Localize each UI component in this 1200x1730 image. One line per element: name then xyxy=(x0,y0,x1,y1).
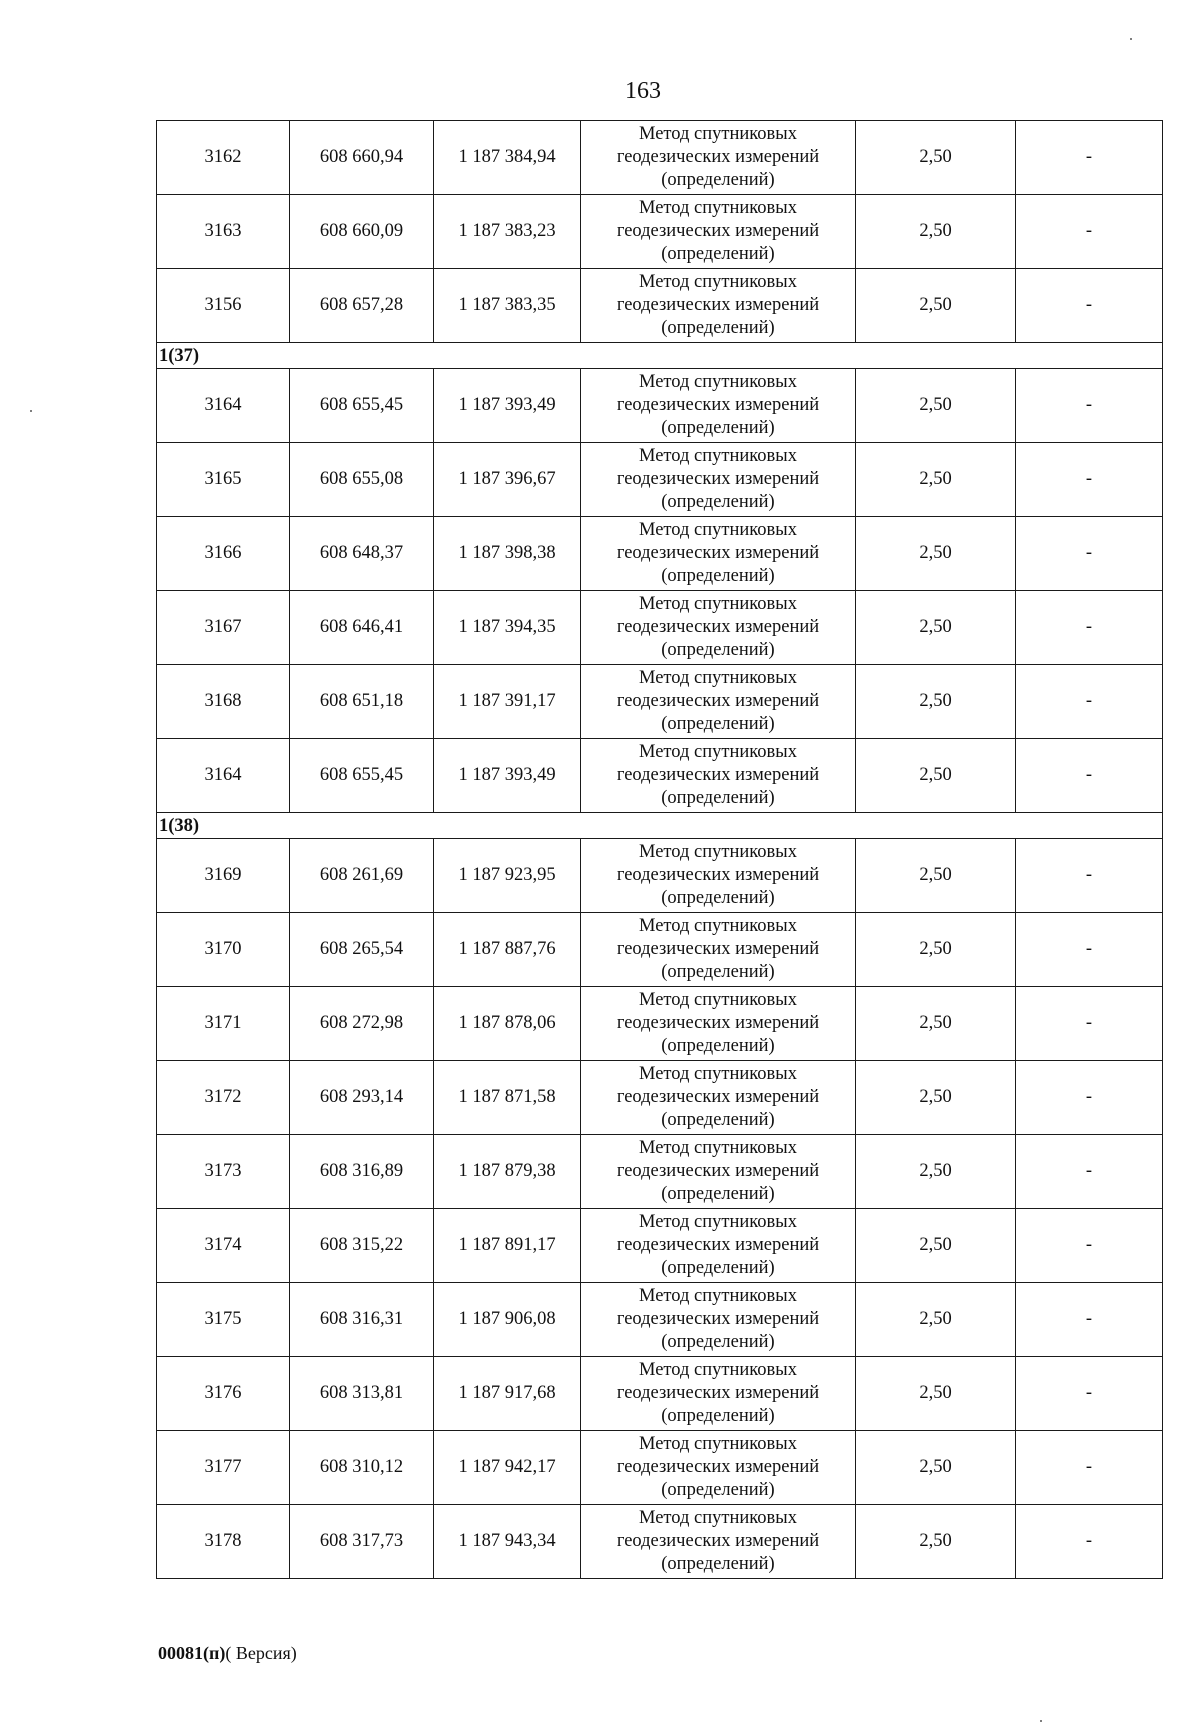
method-cell xyxy=(581,1135,856,1209)
method-line: геодезических измерений xyxy=(616,617,820,637)
point-number-cell: 3176 xyxy=(157,1357,290,1431)
method-line: (определений) xyxy=(661,1184,775,1204)
table-row xyxy=(157,591,1163,665)
accuracy-cell: 2,50 xyxy=(856,1283,1016,1357)
x-coordinate-cell: 608 651,18 xyxy=(290,665,434,739)
method-line: геодезических измерений xyxy=(616,543,820,563)
method-line: геодезических измерений xyxy=(616,395,820,415)
table-row xyxy=(157,269,1163,343)
y-coordinate-cell: 1 187 383,35 xyxy=(434,269,581,343)
point-number-cell: 3169 xyxy=(157,839,290,913)
x-coordinate-cell: 608 316,89 xyxy=(290,1135,434,1209)
method-line: Метод спутниковых xyxy=(639,742,797,762)
y-coordinate-cell: 1 187 891,17 xyxy=(434,1209,581,1283)
method-line: Метод спутниковых xyxy=(639,1212,797,1232)
method-line: геодезических измерений xyxy=(616,147,820,167)
table-row xyxy=(157,369,1163,443)
point-number-cell: 3178 xyxy=(157,1505,290,1579)
method-line: Метод спутниковых xyxy=(639,1064,797,1084)
method-line: (определений) xyxy=(661,1258,775,1278)
x-coordinate-cell: 608 261,69 xyxy=(290,839,434,913)
point-number-cell: 3164 xyxy=(157,369,290,443)
note-cell: - xyxy=(1016,739,1163,813)
note-cell: - xyxy=(1016,1135,1163,1209)
accuracy-cell: 2,50 xyxy=(856,443,1016,517)
method-line: (определений) xyxy=(661,1480,775,1500)
x-coordinate-cell: 608 657,28 xyxy=(290,269,434,343)
method-cell xyxy=(581,269,856,343)
x-coordinate-cell: 608 316,31 xyxy=(290,1283,434,1357)
y-coordinate-cell: 1 187 923,95 xyxy=(434,839,581,913)
point-number-cell: 3171 xyxy=(157,987,290,1061)
point-number-cell: 3172 xyxy=(157,1061,290,1135)
table-row xyxy=(157,1357,1163,1431)
accuracy-cell: 2,50 xyxy=(856,1061,1016,1135)
note-cell: - xyxy=(1016,839,1163,913)
method-line: (определений) xyxy=(661,888,775,908)
document-version: ( Версия) xyxy=(225,1643,297,1663)
method-line: Метод спутниковых xyxy=(639,916,797,936)
table-row xyxy=(157,195,1163,269)
point-number-cell: 3174 xyxy=(157,1209,290,1283)
method-cell xyxy=(581,1357,856,1431)
method-cell xyxy=(581,1431,856,1505)
method-line: (определений) xyxy=(661,318,775,338)
x-coordinate-cell: 608 660,09 xyxy=(290,195,434,269)
y-coordinate-cell: 1 187 943,34 xyxy=(434,1505,581,1579)
method-cell xyxy=(581,1283,856,1357)
method-line: геодезических измерений xyxy=(616,691,820,711)
note-cell: - xyxy=(1016,591,1163,665)
method-cell xyxy=(581,369,856,443)
x-coordinate-cell: 608 293,14 xyxy=(290,1061,434,1135)
point-number-cell: 3177 xyxy=(157,1431,290,1505)
coordinates-table-wrapper xyxy=(156,120,1162,1579)
method-line: геодезических измерений xyxy=(616,221,820,241)
x-coordinate-cell: 608 655,45 xyxy=(290,739,434,813)
y-coordinate-cell: 1 187 393,49 xyxy=(434,369,581,443)
note-cell: - xyxy=(1016,369,1163,443)
accuracy-cell: 2,50 xyxy=(856,1135,1016,1209)
method-line: Метод спутниковых xyxy=(639,1286,797,1306)
method-line: Метод спутниковых xyxy=(639,1138,797,1158)
note-cell: - xyxy=(1016,987,1163,1061)
y-coordinate-cell: 1 187 917,68 xyxy=(434,1357,581,1431)
point-number-cell: 3163 xyxy=(157,195,290,269)
method-line: (определений) xyxy=(661,170,775,190)
accuracy-cell: 2,50 xyxy=(856,517,1016,591)
y-coordinate-cell: 1 187 887,76 xyxy=(434,913,581,987)
method-line: геодезических измерений xyxy=(616,295,820,315)
point-number-cell: 3156 xyxy=(157,269,290,343)
accuracy-cell: 2,50 xyxy=(856,1431,1016,1505)
section-label: 1(38) xyxy=(157,813,1163,839)
method-cell xyxy=(581,591,856,665)
method-line: (определений) xyxy=(661,1554,775,1574)
accuracy-cell: 2,50 xyxy=(856,913,1016,987)
accuracy-cell: 2,50 xyxy=(856,739,1016,813)
method-cell xyxy=(581,913,856,987)
table-row xyxy=(157,987,1163,1061)
method-line: Метод спутниковых xyxy=(639,668,797,688)
point-number-cell: 3175 xyxy=(157,1283,290,1357)
x-coordinate-cell: 608 272,98 xyxy=(290,987,434,1061)
table-row xyxy=(157,1135,1163,1209)
method-line: (определений) xyxy=(661,640,775,660)
x-coordinate-cell: 608 660,94 xyxy=(290,121,434,195)
note-cell: - xyxy=(1016,1505,1163,1579)
accuracy-cell: 2,50 xyxy=(856,1357,1016,1431)
method-line: Метод спутниковых xyxy=(639,842,797,862)
method-line: (определений) xyxy=(661,244,775,264)
x-coordinate-cell: 608 315,22 xyxy=(290,1209,434,1283)
y-coordinate-cell: 1 187 878,06 xyxy=(434,987,581,1061)
method-line: Метод спутниковых xyxy=(639,1508,797,1528)
page-number: 163 xyxy=(625,78,661,104)
method-line: геодезических измерений xyxy=(616,1087,820,1107)
x-coordinate-cell: 608 313,81 xyxy=(290,1357,434,1431)
accuracy-cell: 2,50 xyxy=(856,665,1016,739)
method-line: (определений) xyxy=(661,714,775,734)
x-coordinate-cell: 608 310,12 xyxy=(290,1431,434,1505)
method-line: Метод спутниковых xyxy=(639,594,797,614)
table-row xyxy=(157,443,1163,517)
method-cell xyxy=(581,121,856,195)
section-header-row xyxy=(157,343,1163,369)
accuracy-cell: 2,50 xyxy=(856,369,1016,443)
coordinates-table xyxy=(156,120,1163,1579)
method-cell xyxy=(581,195,856,269)
table-row xyxy=(157,913,1163,987)
point-number-cell: 3166 xyxy=(157,517,290,591)
method-line: геодезических измерений xyxy=(616,1161,820,1181)
table-row xyxy=(157,1283,1163,1357)
note-cell: - xyxy=(1016,1209,1163,1283)
document-code: 00081(п) xyxy=(158,1643,226,1663)
table-row xyxy=(157,1431,1163,1505)
method-cell xyxy=(581,987,856,1061)
y-coordinate-cell: 1 187 906,08 xyxy=(434,1283,581,1357)
y-coordinate-cell: 1 187 396,67 xyxy=(434,443,581,517)
accuracy-cell: 2,50 xyxy=(856,591,1016,665)
scan-speck xyxy=(1040,1720,1042,1722)
x-coordinate-cell: 608 265,54 xyxy=(290,913,434,987)
table-row xyxy=(157,1061,1163,1135)
note-cell: - xyxy=(1016,1357,1163,1431)
y-coordinate-cell: 1 187 383,23 xyxy=(434,195,581,269)
accuracy-cell: 2,50 xyxy=(856,839,1016,913)
method-line: геодезических измерений xyxy=(616,765,820,785)
method-cell xyxy=(581,1505,856,1579)
note-cell: - xyxy=(1016,195,1163,269)
section-header-row xyxy=(157,813,1163,839)
method-line: (определений) xyxy=(661,962,775,982)
point-number-cell: 3165 xyxy=(157,443,290,517)
document-footer xyxy=(158,1643,297,1664)
x-coordinate-cell: 608 655,45 xyxy=(290,369,434,443)
x-coordinate-cell: 608 655,08 xyxy=(290,443,434,517)
note-cell: - xyxy=(1016,665,1163,739)
accuracy-cell: 2,50 xyxy=(856,1209,1016,1283)
method-line: геодезических измерений xyxy=(616,1383,820,1403)
method-line: Метод спутниковых xyxy=(639,198,797,218)
y-coordinate-cell: 1 187 942,17 xyxy=(434,1431,581,1505)
method-line: (определений) xyxy=(661,566,775,586)
table-row xyxy=(157,739,1163,813)
method-cell xyxy=(581,1061,856,1135)
scan-speck xyxy=(1130,38,1132,40)
method-line: геодезических измерений xyxy=(616,1531,820,1551)
y-coordinate-cell: 1 187 391,17 xyxy=(434,665,581,739)
note-cell: - xyxy=(1016,121,1163,195)
y-coordinate-cell: 1 187 394,35 xyxy=(434,591,581,665)
table-row xyxy=(157,1209,1163,1283)
table-row xyxy=(157,665,1163,739)
method-line: (определений) xyxy=(661,1110,775,1130)
method-line: геодезических измерений xyxy=(616,1013,820,1033)
method-line: Метод спутниковых xyxy=(639,990,797,1010)
accuracy-cell: 2,50 xyxy=(856,121,1016,195)
method-line: Метод спутниковых xyxy=(639,520,797,540)
table-row xyxy=(157,517,1163,591)
note-cell: - xyxy=(1016,443,1163,517)
accuracy-cell: 2,50 xyxy=(856,987,1016,1061)
y-coordinate-cell: 1 187 871,58 xyxy=(434,1061,581,1135)
method-line: Метод спутниковых xyxy=(639,272,797,292)
method-line: Метод спутниковых xyxy=(639,1360,797,1380)
method-line: Метод спутниковых xyxy=(639,124,797,144)
method-line: геодезических измерений xyxy=(616,1235,820,1255)
method-cell xyxy=(581,517,856,591)
method-cell xyxy=(581,739,856,813)
x-coordinate-cell: 608 317,73 xyxy=(290,1505,434,1579)
method-line: геодезических измерений xyxy=(616,1457,820,1477)
y-coordinate-cell: 1 187 398,38 xyxy=(434,517,581,591)
method-line: геодезических измерений xyxy=(616,469,820,489)
note-cell: - xyxy=(1016,913,1163,987)
x-coordinate-cell: 608 648,37 xyxy=(290,517,434,591)
point-number-cell: 3168 xyxy=(157,665,290,739)
table-row xyxy=(157,1505,1163,1579)
table-row xyxy=(157,839,1163,913)
note-cell: - xyxy=(1016,1431,1163,1505)
accuracy-cell: 2,50 xyxy=(856,1505,1016,1579)
method-line: (определений) xyxy=(661,1332,775,1352)
note-cell: - xyxy=(1016,269,1163,343)
point-number-cell: 3170 xyxy=(157,913,290,987)
accuracy-cell: 2,50 xyxy=(856,269,1016,343)
method-line: (определений) xyxy=(661,492,775,512)
method-line: геодезических измерений xyxy=(616,939,820,959)
note-cell: - xyxy=(1016,517,1163,591)
accuracy-cell: 2,50 xyxy=(856,195,1016,269)
note-cell: - xyxy=(1016,1283,1163,1357)
note-cell: - xyxy=(1016,1061,1163,1135)
method-line: геодезических измерений xyxy=(616,865,820,885)
point-number-cell: 3162 xyxy=(157,121,290,195)
table-row xyxy=(157,121,1163,195)
method-line: Метод спутниковых xyxy=(639,1434,797,1454)
method-line: (определений) xyxy=(661,418,775,438)
scan-speck xyxy=(30,410,32,412)
method-cell xyxy=(581,839,856,913)
coordinates-table-body xyxy=(157,121,1163,1579)
y-coordinate-cell: 1 187 879,38 xyxy=(434,1135,581,1209)
y-coordinate-cell: 1 187 393,49 xyxy=(434,739,581,813)
method-line: Метод спутниковых xyxy=(639,446,797,466)
method-line: Метод спутниковых xyxy=(639,372,797,392)
method-line: (определений) xyxy=(661,788,775,808)
point-number-cell: 3164 xyxy=(157,739,290,813)
y-coordinate-cell: 1 187 384,94 xyxy=(434,121,581,195)
point-number-cell: 3167 xyxy=(157,591,290,665)
section-label: 1(37) xyxy=(157,343,1163,369)
method-cell xyxy=(581,1209,856,1283)
method-cell xyxy=(581,443,856,517)
method-cell xyxy=(581,665,856,739)
method-line: геодезических измерений xyxy=(616,1309,820,1329)
x-coordinate-cell: 608 646,41 xyxy=(290,591,434,665)
method-line: (определений) xyxy=(661,1036,775,1056)
point-number-cell: 3173 xyxy=(157,1135,290,1209)
method-line: (определений) xyxy=(661,1406,775,1426)
